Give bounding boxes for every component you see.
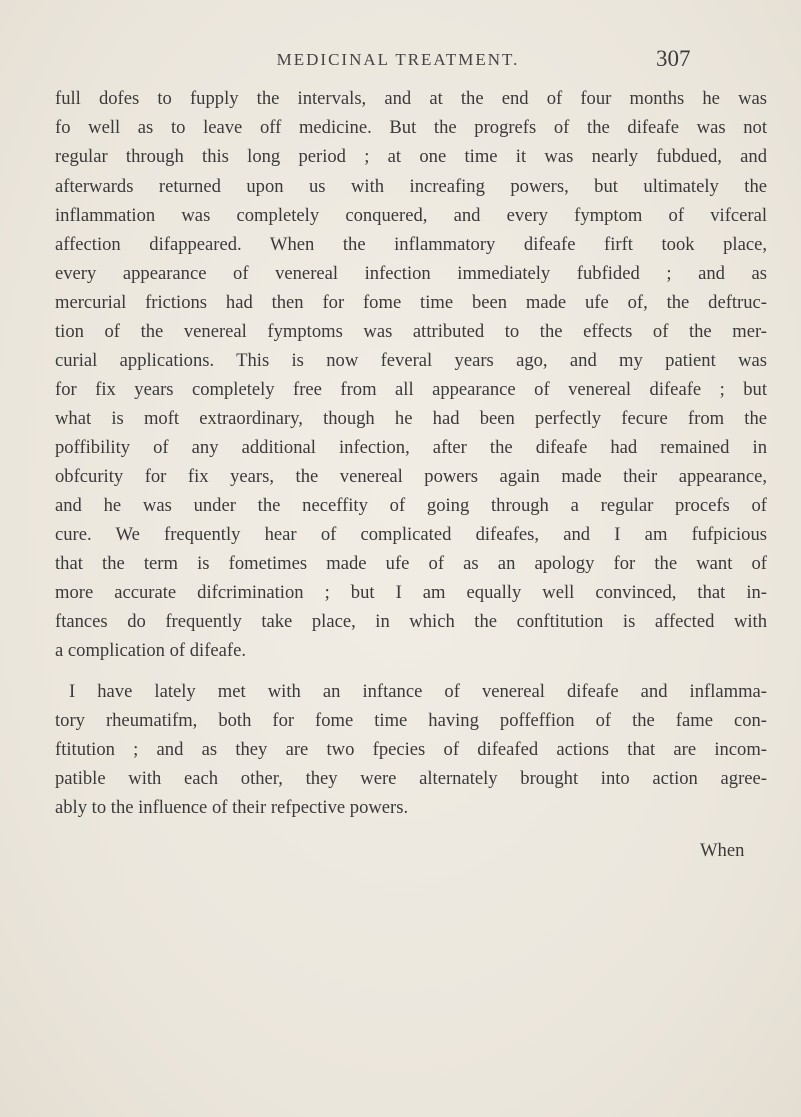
text-line: cure. We frequently hear of complicated difeafes, and I am fufpicious [55,524,767,545]
text-line: mercurial frictions had then for fome time been made ufe of, the deftruc- [55,292,767,313]
running-title: MEDICINAL TREATMENT. [276,50,520,69]
text-line: for fix years completely free from all appearance of venereal difeafe ; but [55,379,767,400]
text-line: inflammation was completely conquered, and every fymptom of vifceral [55,205,767,226]
page-number: 307 [656,46,691,71]
text-line: tion of the venereal fymptoms was attributed to the effects of the mer- [55,321,767,342]
text-line: affection difappeared. When the inflammatory difeafe firft took place, [55,234,767,255]
text-line: ably to the influence of their refpective powers. [55,797,409,818]
text-line: patible with each other, they were alternately brought into action agree- [55,768,767,789]
text-line: tory rheumatifm, both for fome time having poffeffion of the fame con- [55,710,767,731]
text-line: afterwards returned upon us with increafing powers, but ultimately the [55,176,767,197]
text-line: regular through this long period ; at one time it was nearly fubdued, and [55,146,767,167]
text-line: obfcurity for fix years, the venereal powers again made their appearance, [55,466,767,487]
text-line: ftitution ; and as they are two fpecies of difeafed actions that are incom- [55,739,767,760]
text-line: that the term is fometimes made ufe of as an apology for the want of [55,553,767,574]
text-line: I have lately met with an inftance of venereal difeafe and inflamma- [69,681,767,702]
text-line: every appearance of venereal infection immediately fubfided ; and as [55,263,767,284]
text-line: more accurate difcrimination ; but I am equally well convinced, that in- [55,582,767,603]
text-line: a complication of difeafe. [55,640,247,661]
catchword: When [700,840,745,861]
text-line: curial applications. This is now feveral years ago, and my patient was [55,350,767,371]
text-line: what is moft extraordinary, though he had been perfectly fecure from the [55,408,767,429]
text-line: fo well as to leave off medicine. But the progrefs of the difeafe was not [55,117,767,138]
text-line: and he was under the neceffity of going through a regular procefs of [55,495,767,516]
text-line: ftances do frequently take place, in which the conftitution is affected with [55,611,767,632]
text-line: full dofes to fupply the intervals, and at the end of four months he was [55,88,767,109]
text-line: poffibility of any additional infection, after the difeafe had remained in [55,437,767,458]
